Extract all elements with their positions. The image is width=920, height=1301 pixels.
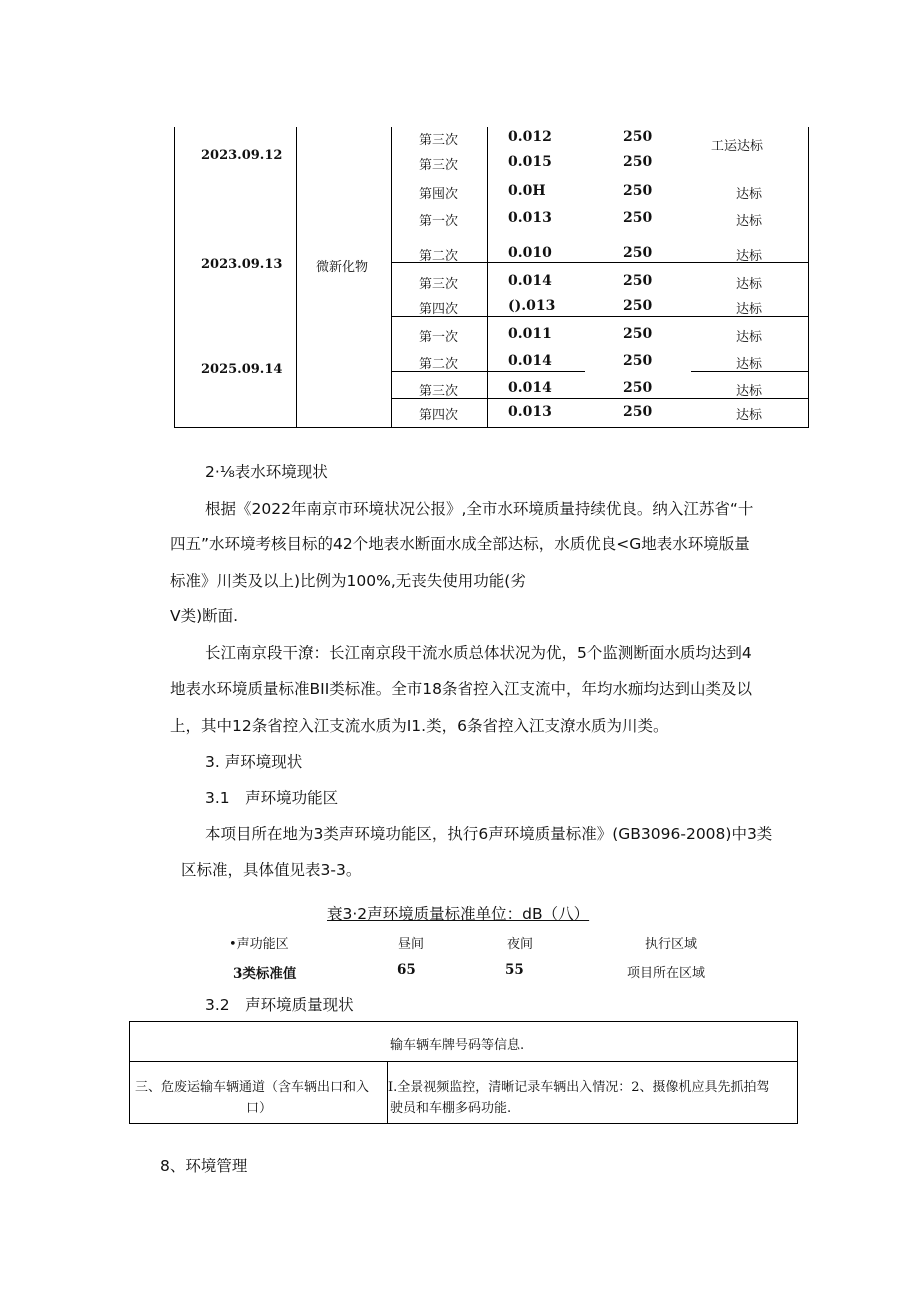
result-cell: 达标 <box>736 302 763 317</box>
limit-cell: 250 <box>623 245 653 261</box>
paragraph-line: 根据《2022年南京市环境状况公报》,全市水环境质量持续优良。纳入江苏省“十 <box>205 500 754 518</box>
limit-cell: 250 <box>623 210 653 226</box>
value-cell: 0.014 <box>508 353 552 369</box>
section-2-heading: 2·⅛表水环境现状 <box>205 463 328 481</box>
value-cell: 0.013 <box>508 210 552 226</box>
times-cell: 第二次 <box>419 249 459 264</box>
paragraph-line: 区标准，具体值见表3-3。 <box>181 861 362 879</box>
result-cell: 达标 <box>736 357 763 372</box>
table-header: 昼间 <box>398 937 425 952</box>
limit-cell: 250 <box>623 154 653 170</box>
limit-cell: 250 <box>623 353 653 369</box>
paragraph-line: V类)断面. <box>170 607 239 625</box>
paragraph-line: 地表水环境质量标准BII类标准。全市18条省控入江支流中，年均水痂均达到山类及以 <box>170 680 753 698</box>
date-cell: 2023.09.13 <box>201 257 283 272</box>
table-cell: I.全景视频监控，清晰记录车辆出入情况：2、摄像机应具先抓拍驾 <box>388 1080 770 1095</box>
paragraph-line: 标准》川类及以上)比例为100%,无丧失使用功能(劣 <box>170 572 526 590</box>
date-cell: 2023.09.12 <box>201 148 283 163</box>
paragraph-line: 上，其中12条省控入江支流水质为I1.类，6条省控入江支潦水质为川类。 <box>170 717 669 735</box>
result-cell: 达标 <box>736 330 763 345</box>
times-cell: 第四次 <box>419 302 459 317</box>
times-cell: 第囤次 <box>419 187 459 202</box>
result-cell: 达标 <box>736 408 763 423</box>
table-cell: 输车辆车牌号码等信息. <box>390 1038 525 1053</box>
table-header: 夜间 <box>507 937 534 952</box>
table-title: 衰3·2声环境质量标准单位：dB（八） <box>327 905 590 923</box>
value-cell: 0.013 <box>508 404 552 420</box>
date-cell: 2025.09.14 <box>201 362 283 377</box>
limit-cell: 250 <box>623 380 653 396</box>
subsection-heading: 3.2 声环境质量现状 <box>205 996 354 1014</box>
result-cell: 工运达标 <box>711 139 764 154</box>
table-cell: 3类标准值 <box>233 966 297 982</box>
paragraph-line: 本项目所在地为3类声环境功能区，执行6声环境质量标准》(GB3096-2008)中3类 <box>205 825 773 843</box>
limit-cell: 250 <box>623 183 653 199</box>
value-cell: 0.015 <box>508 154 552 170</box>
table-cell: 65 <box>397 962 416 978</box>
table-cell: 项目所在区域 <box>627 966 706 981</box>
limit-cell: 250 <box>623 273 653 289</box>
section-3-heading: 3. 声环境现状 <box>205 753 303 771</box>
paragraph-line: 长江南京段干潦：长江南京段干流水质总体状况为优，5个监测断面水质均达到4 <box>205 644 752 662</box>
times-cell: 第三次 <box>419 133 459 148</box>
times-cell: 第一次 <box>419 214 459 229</box>
value-cell: 0.011 <box>508 326 552 342</box>
section-8-heading: 8、环境管理 <box>160 1157 248 1175</box>
table-header: 执行区域 <box>645 937 698 952</box>
result-cell: 达标 <box>736 214 763 229</box>
value-cell: 0.0H <box>508 183 546 199</box>
value-cell: 0.014 <box>508 380 552 396</box>
table-cell: 口） <box>246 1101 273 1116</box>
table-cell: 三、危废运输车辆通道（含车辆出口和入 <box>135 1080 370 1095</box>
table-cell: 55 <box>505 962 524 978</box>
value-cell: 0.012 <box>508 129 552 145</box>
result-cell: 达标 <box>736 277 763 292</box>
times-cell: 第四次 <box>419 408 459 423</box>
value-cell: 0.014 <box>508 273 552 289</box>
pollutant-cell: 微新化物 <box>316 260 369 275</box>
limit-cell: 250 <box>623 326 653 342</box>
limit-cell: 250 <box>623 404 653 420</box>
result-cell: 达标 <box>736 187 763 202</box>
result-cell: 达标 <box>736 249 763 264</box>
limit-cell: 250 <box>623 129 653 145</box>
limit-cell: 250 <box>623 298 653 314</box>
value-cell: ().013 <box>508 298 556 314</box>
paragraph-line: 四五”水环境考核目标的42个地表水断面水成全部达标，水质优良<G地表水环境版量 <box>170 535 750 553</box>
times-cell: 第一次 <box>419 330 459 345</box>
times-cell: 第三次 <box>419 384 459 399</box>
subsection-heading: 3.1 声环境功能区 <box>205 789 339 807</box>
table-cell: 驶员和车棚多码功能. <box>390 1101 512 1116</box>
value-cell: 0.010 <box>508 245 552 261</box>
times-cell: 第三次 <box>419 277 459 292</box>
table-header: •声功能区 <box>229 937 289 952</box>
times-cell: 第三次 <box>419 158 459 173</box>
times-cell: 第二次 <box>419 357 459 372</box>
result-cell: 达标 <box>736 384 763 399</box>
